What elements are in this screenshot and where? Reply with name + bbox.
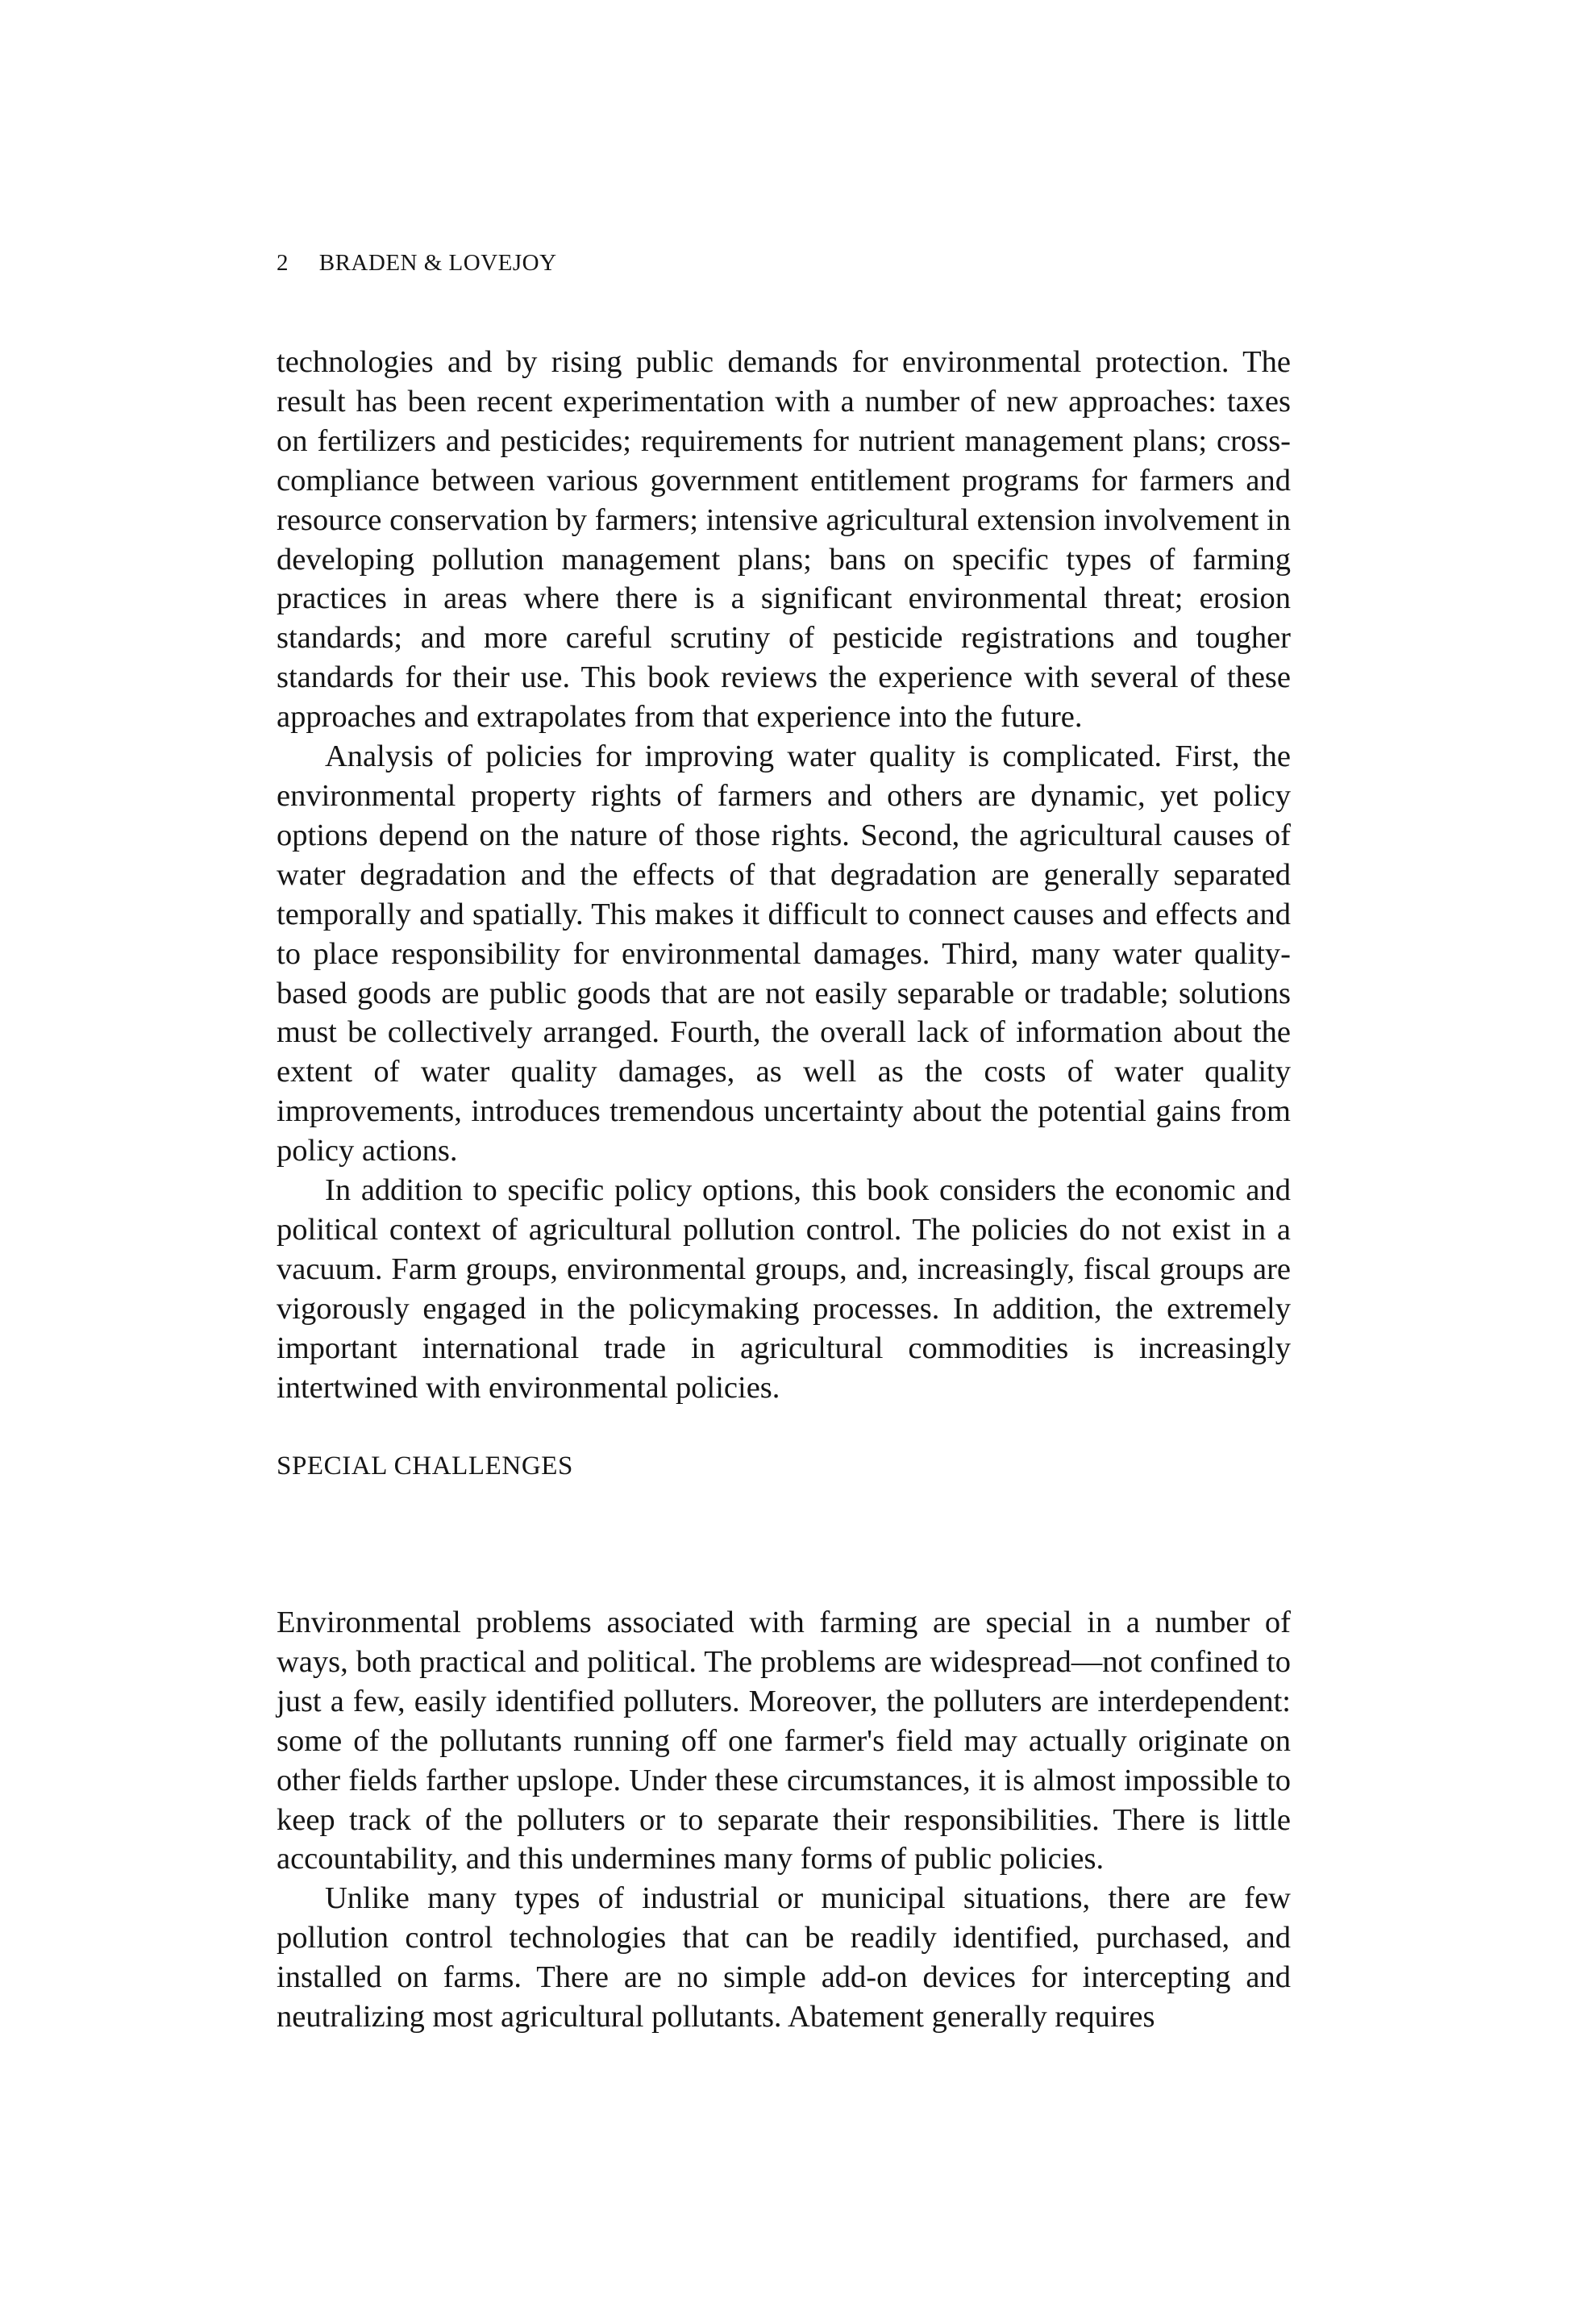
paragraph: Unlike many types of industrial or municipal situations, there are few pollution control technologies that can be readily identified, purchased, and installed on farms. There are no simple add-on devices for intercepting and neutralizing most agricultural pollutants. Abatement generally requires	[277, 1881, 1291, 2035]
page-number: 2	[277, 250, 289, 276]
section-heading: SPECIAL CHALLENGES	[277, 1451, 573, 1481]
running-head	[277, 252, 557, 275]
intro-text-block	[277, 343, 1291, 1407]
running-title: BRADEN & LOVEJOY	[318, 250, 557, 276]
special-challenges-text-block	[277, 1603, 1291, 2037]
paragraph: technologies and by rising public demands for environmental protection. The result has been recent experimentation with a number of new approaches: taxes on fertilizers and pesticides; requirements for nutrient management plans; cross-compliance between various government entitlement programs for farmers and resource conservation by farmers; intensive agricultural extension involvement in developing pollution management plans; bans on specific types of farming practices in areas where there is a significant environmental threat; erosion standards; and more careful scrutiny of pesticide registrations and tougher standards for their use. This book reviews the experience with several of these approaches and extrapolates from that experience into the future.	[277, 345, 1291, 735]
paragraph: In addition to specific policy options, this book considers the economic and political context of agricultural pollution control. The policies do not exist in a vacuum. Farm groups, environmental groups, and, increasingly, fiscal groups are vigorously engaged in the policymaking processes. In addition, the extremely important international trade in agricultural commodities is increasingly intertwined with environmental policies.	[277, 1173, 1291, 1405]
paragraph: Environmental problems associated with farming are special in a number of ways, both practical and political. The problems are widespread—not confined to just a few, easily identified polluters. Moreover, the polluters are interdependent: some of the pollutants running off one farmer's field may actually originate on other fields farther upslope. Under these circumstances, it is almost impossible to keep track of the polluters or to separate their responsibilities. There is little accountability, and this undermines many forms of public policies.	[277, 1606, 1291, 1876]
paragraph: Analysis of policies for improving water quality is complicated. First, the environmental property rights of farmers and others are dynamic, yet policy options depend on the nature of those rights. Second, the agricultural causes of water degradation and the effects of that degradation are generally separated temporally and spatially. This makes it difficult to connect causes and effects and to place responsibility for environmental damages. Third, many water quality-based goods are public goods that are not easily separable or tradable; solutions must be collectively arranged. Fourth, the overall lack of information about the extent of water quality damages, as well as the costs of water quality improvements, introduces tremendous uncertainty about the potential gains from policy actions.	[277, 739, 1291, 1168]
